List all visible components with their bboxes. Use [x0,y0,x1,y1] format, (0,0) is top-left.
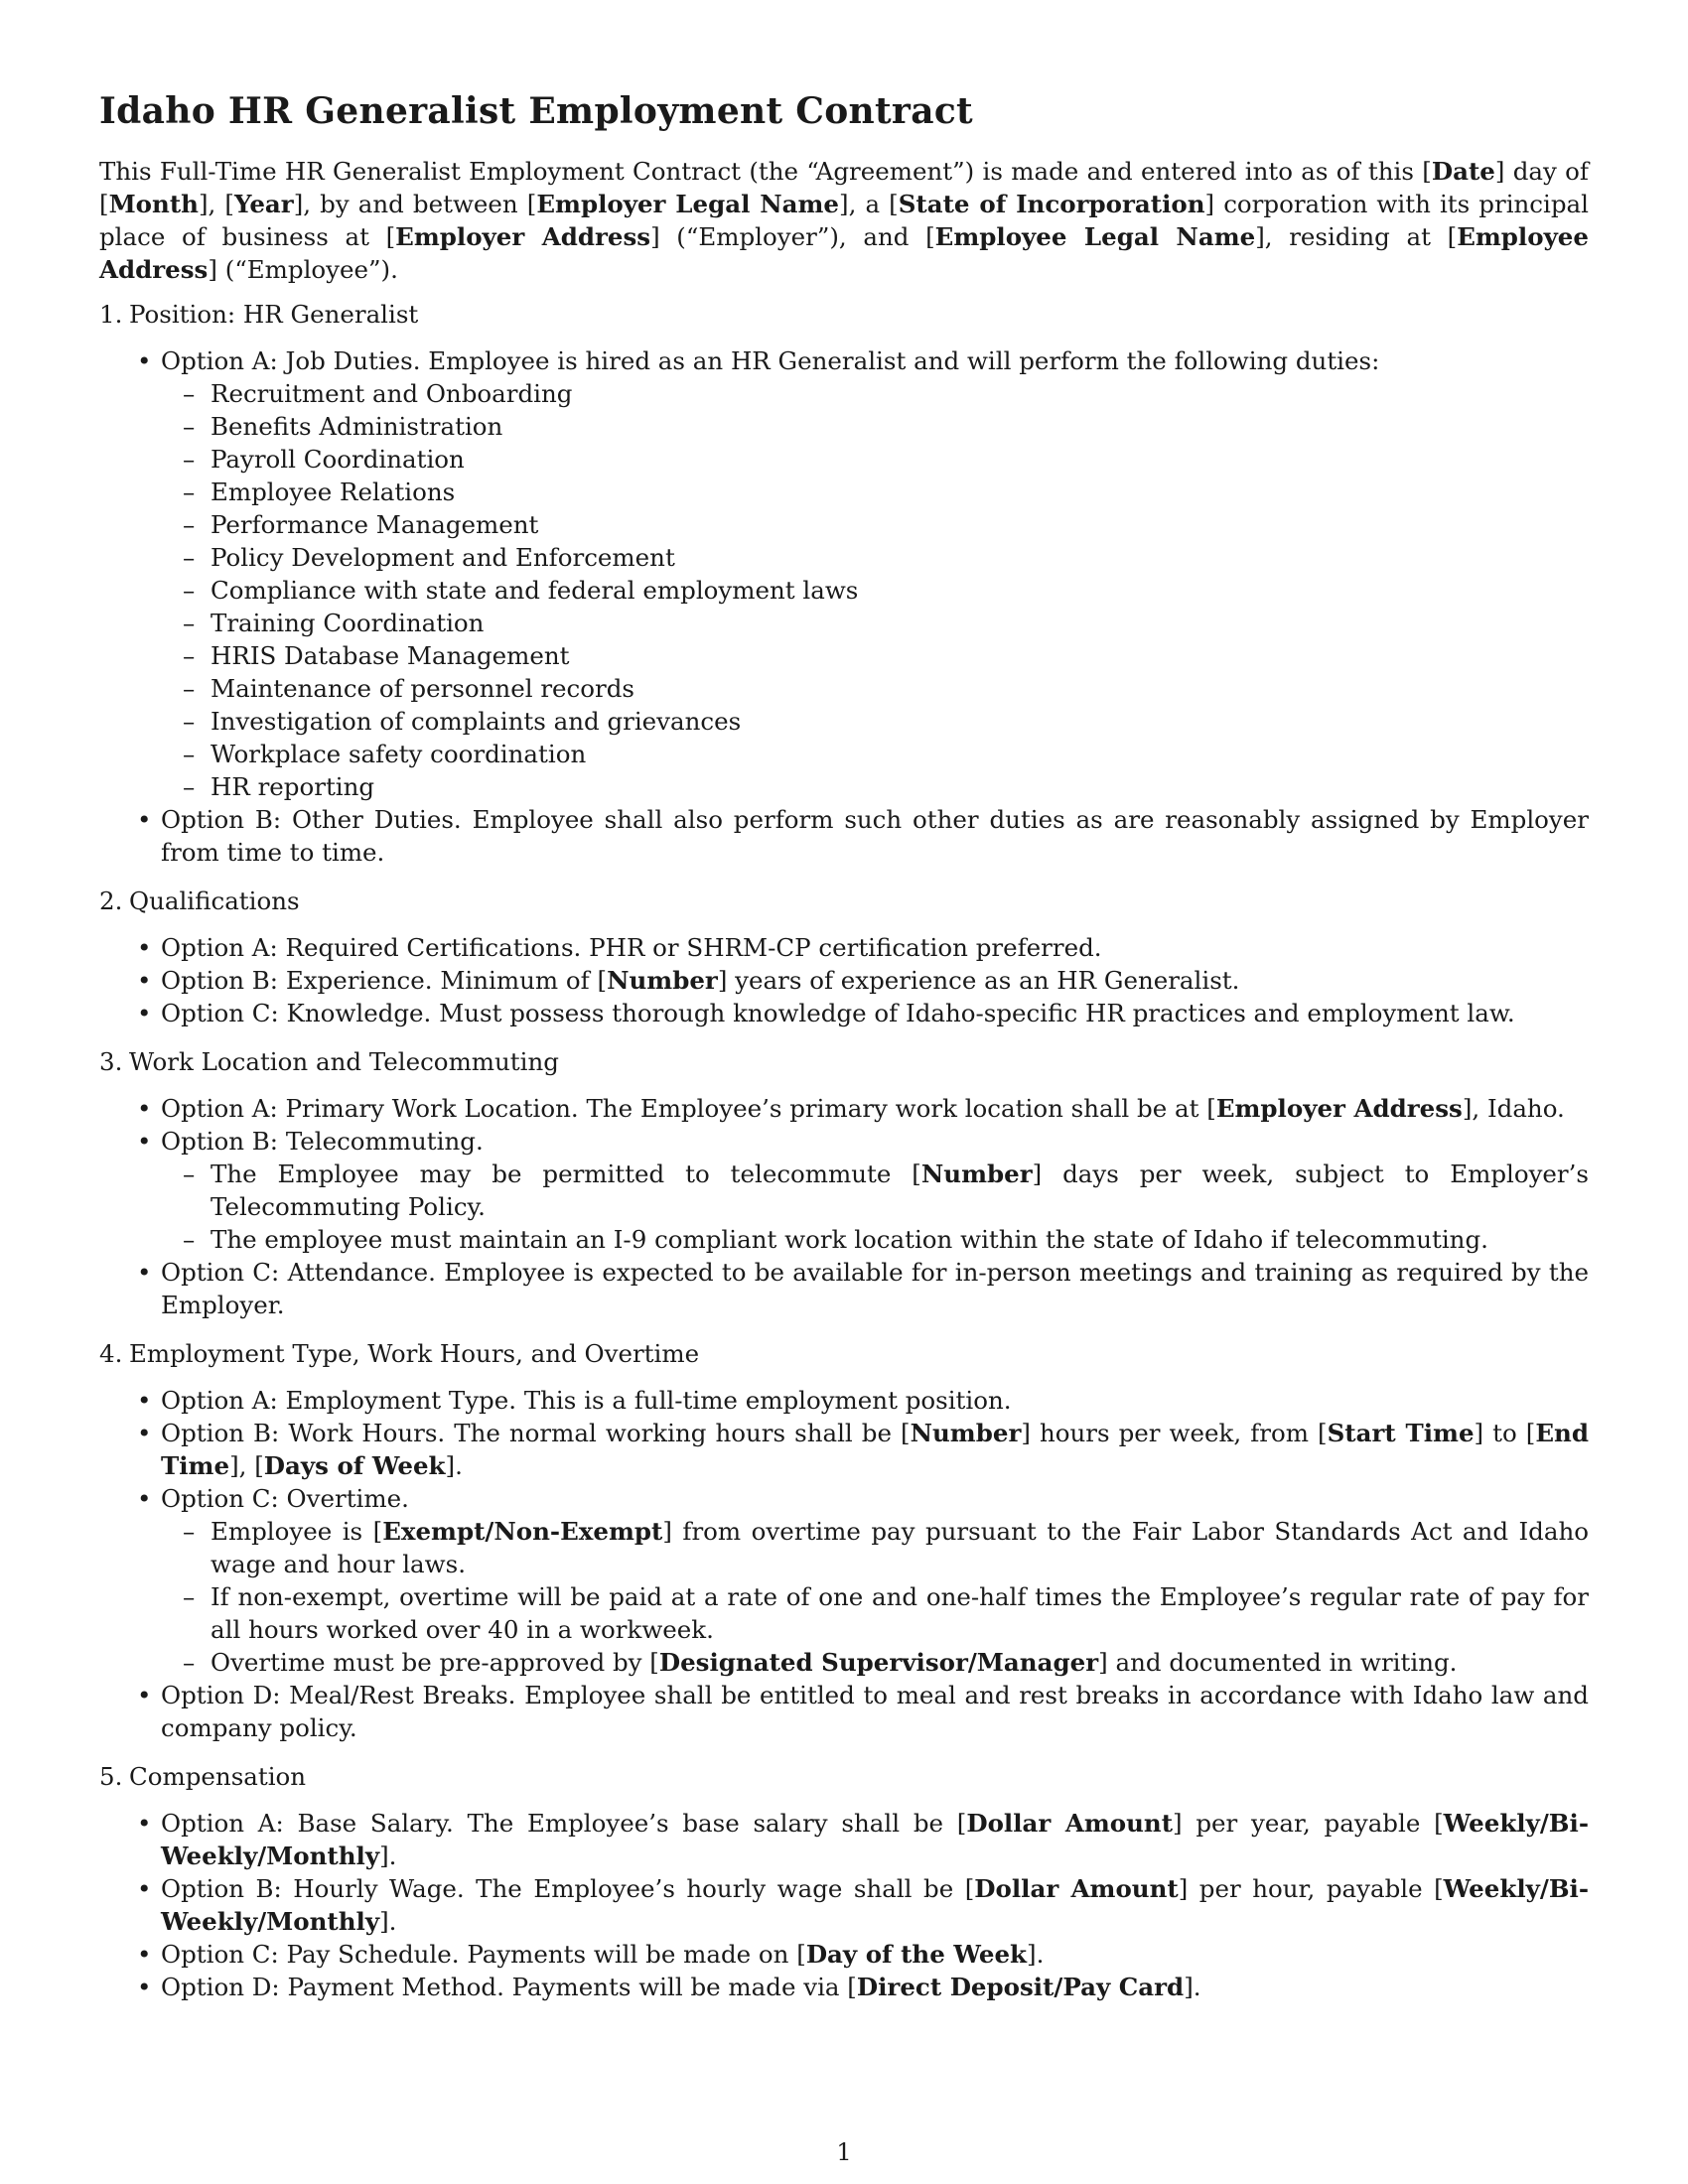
option-item: • Option A: Job Duties. Employee is hired as an HR Generalist and will perform the following duties: – Recruitment and Onboarding – Benefits Administration – Payroll Coordination – Employee Relations – Performance Management – Policy Development and Enforcement – Compliance with state and federal employment laws – Training Coordination – HRIS Database Management – Maintenance of personnel records – Investigation of complaints and grievances – Workplace safety coordination – HR reporting [161,344,1589,803]
section-position [99,298,1589,869]
duty-item: – Maintenance of personnel records [183,674,634,703]
option-item: • Option B: Telecommuting. – The Employee may be permitted to telecommute [Number] days per week, subject to Employer’s Telecommuting Policy. – The employee must maintain an I-9 compliant work location within the state of Idaho if telecommuting. [137,1127,1590,1254]
sub-item: – Overtime must be pre-approved by [Designated Supervisor/Manager] and documented in writing. [183,1648,1458,1677]
duty-item: – Benefits Administration [183,412,503,441]
duty-item: – Training Coordination [183,609,485,637]
sub-list [161,1158,1589,1256]
duty-item: – HR reporting [183,772,375,801]
document-page [99,0,1589,2019]
duty-item: – HRIS Database Management [183,641,570,670]
section-heading: 2. Qualifications [99,887,300,915]
option-item: • Option C: Knowledge. Must possess thorough knowledge of Idaho-specific HR practices and employment law. [137,999,1515,1027]
duty-item: – Compliance with state and federal employment laws [183,576,859,605]
option-item: • Option D: Payment Method. Payments will be made via [Direct Deposit/Pay Card]. [137,1973,1201,2001]
intro-paragraph: This Full-Time HR Generalist Employment Contract (the “Agreement”) is made and entered into as of this [Date] day of [Month], [Year], by and between [Employer Legal Name], a [State of Incorporation] corporation with its principal place of business at [Employer Address] (“Employer”), and [Employee Legal Name], residing at [Employee Address] (“Employee”). [99,157,1589,284]
option-item: • Option A: Base Salary. The Employee’s base salary shall be [Dollar Amount] per year, payable [Weekly/Bi-Weekly/Monthly]. [137,1809,1589,1870]
section-employment-type [99,1337,1589,1744]
duties-list [161,377,1589,803]
duty-item: – Policy Development and Enforcement [183,543,675,572]
section-heading: 3. Work Location and Telecommuting [99,1047,559,1076]
section-qualifications [99,885,1589,1029]
duty-item: – Employee Relations [183,478,456,506]
duty-item: – Performance Management [183,510,539,539]
sub-list [161,1515,1589,1679]
sections-list [99,298,1589,2003]
section-heading: 1. Position: HR Generalist [99,300,419,329]
page-number: 1 [836,2138,852,2166]
section-compensation [99,1760,1589,2003]
duty-item: – Recruitment and Onboarding [183,379,573,408]
duty-item: – Workplace safety coordination [183,740,587,768]
sub-item: – If non-exempt, overtime will be paid at a rate of one and one-half times the Employee’s regular rate of pay for all hours worked over 40 in a workweek. [183,1582,1589,1644]
option-list [99,1807,1589,2003]
duty-item: – Payroll Coordination [183,445,465,474]
option-item: • Option C: Attendance. Employee is expected to be available for in-person meetings and training as required by the Employer. [137,1258,1589,1319]
option-item: • Option A: Employment Type. This is a full-time employment position. [137,1386,1012,1415]
option-list [99,344,1589,869]
option-list [99,1092,1589,1321]
document-title: Idaho HR Generalist Employment Contract [99,90,973,132]
sub-item: – Employee is [Exempt/Non-Exempt] from overtime pay pursuant to the Fair Labor Standards Act and Idaho wage and hour laws. [183,1517,1589,1578]
option-item: • Option A: Required Certifications. PHR or SHRM-CP certification preferred. [137,933,1102,962]
section-heading: 4. Employment Type, Work Hours, and Overtime [99,1339,700,1368]
sub-item: – The Employee may be permitted to telecommute [Number] days per week, subject to Employer’s Telecommuting Policy. [183,1160,1590,1221]
option-item: • Option A: Primary Work Location. The Employee’s primary work location shall be at [Employer Address], Idaho. [137,1094,1565,1123]
option-item: • Option C: Pay Schedule. Payments will be made on [Day of the Week]. [137,1940,1045,1969]
option-item: • Option C: Overtime. – Employee is [Exempt/Non-Exempt] from overtime pay pursuant to the Fair Labor Standards Act and Idaho wage and hour laws. – If non-exempt, overtime will be paid at a rate of one and one-half times the Employee’s regular rate of pay for all hours worked over 40 in a workweek. – Overtime must be pre-approved by [Designated Supervisor/Manager] and documented in writing. [137,1484,1589,1677]
duty-item: – Investigation of complaints and grievances [183,707,742,736]
option-item: • Option B: Hourly Wage. The Employee’s hourly wage shall be [Dollar Amount] per hour, payable [Weekly/Bi-Weekly/Monthly]. [137,1874,1589,1936]
sub-item: – The employee must maintain an I-9 compliant work location within the state of Idaho if telecommuting. [183,1225,1488,1254]
option-item: • Option B: Experience. Minimum of [Number] years of experience as an HR Generalist. [137,966,1240,995]
option-item: • Option B: Other Duties. Employee shall also perform such other duties as are reasonably assigned by Employer from time to time. [137,805,1589,867]
option-list [99,931,1589,1029]
section-work-location [99,1045,1589,1321]
option-item: • Option B: Work Hours. The normal working hours shall be [Number] hours per week, from [Start Time] to [End Time], [Days of Week]. [137,1419,1589,1480]
section-heading: 5. Compensation [99,1762,307,1791]
option-list [99,1384,1589,1744]
option-item: • Option D: Meal/Rest Breaks. Employee shall be entitled to meal and rest breaks in accordance with Idaho law and company policy. [137,1681,1589,1742]
